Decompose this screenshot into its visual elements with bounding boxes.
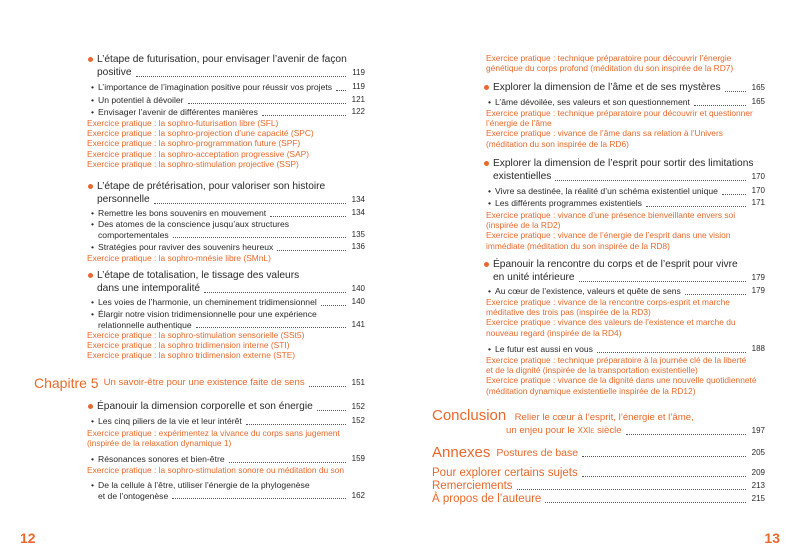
exercise-line[interactable]: Exercice pratique : la sophro-stimulation sonore ou méditation du son	[87, 465, 344, 475]
page-ref: 170	[751, 172, 765, 181]
dot-leader	[722, 194, 746, 195]
page-ref: 141	[351, 319, 365, 329]
page-ref: 121	[351, 95, 365, 104]
toc-item[interactable]: • Un potentiel à dévoiler 121	[91, 95, 365, 105]
exercise-line[interactable]: (inspirée de la RD2)	[486, 220, 561, 231]
exercise-line[interactable]: Exercice pratique : la sophro tridimension externe (STE)	[87, 350, 296, 361]
exercise-line[interactable]: Exercice pratique : la sophro-futurisation libre (SFL)	[87, 118, 279, 128]
dot-leader	[188, 103, 346, 104]
exercise-line[interactable]: Exercice pratique : vivance de l’énergie de l’esprit dans une vision	[486, 230, 731, 241]
exercise-line[interactable]: (méditation du son inspirée de la RD6)	[486, 138, 629, 149]
page-ref: 152	[351, 402, 365, 411]
page-ref: 179	[751, 273, 765, 282]
toc-item[interactable]: • Le futur est aussi en vous 188	[488, 344, 765, 354]
dot-leader	[172, 498, 345, 499]
exercise-list	[486, 355, 757, 396]
page-ref: 134	[351, 195, 365, 204]
toc-item[interactable]: • Envisager l’avenir de différentes manières 122	[91, 107, 365, 117]
dot-leader	[582, 456, 746, 457]
page-ref: 136	[351, 242, 365, 251]
dot-leader	[626, 434, 746, 435]
extra-title: À propos de l’auteure	[432, 493, 542, 505]
item-text: Remettre les bons souvenirs en mouvement	[98, 208, 267, 218]
exercise-line[interactable]: et de la dignité (inspirée de la transportation existentielle)	[486, 365, 698, 376]
dot-leader	[517, 489, 746, 490]
exercise-line[interactable]: Exercice pratique : vivance de la dignité dans une nouvelle quotidienneté	[486, 375, 757, 386]
section-title-line2: en unité intérieure	[493, 272, 575, 283]
toc-item[interactable]: • L’âme dévoilée, ses valeurs et son questionnement 165	[488, 97, 765, 107]
page-ref: 162	[351, 490, 365, 500]
toc-section-ame[interactable]	[493, 81, 765, 94]
exercise-list	[486, 53, 733, 73]
item-text: Le futur est aussi en vous	[495, 344, 593, 354]
page-ref: 209	[751, 468, 765, 477]
page-ref: 165	[751, 97, 765, 106]
dot-leader	[694, 105, 746, 106]
exercise-line[interactable]: Exercice pratique : technique préparatoire pour découvrir et questionner	[486, 108, 753, 118]
page-ref: 119	[352, 82, 365, 91]
exercise-list	[87, 330, 304, 361]
dot-leader	[597, 352, 746, 353]
exercise-line[interactable]: Exercice pratique : vivance de l’âme dans sa relation à l’Univers	[486, 128, 723, 139]
dot-leader	[277, 250, 345, 251]
page-ref: 188	[751, 344, 765, 353]
exercise-line[interactable]: (inspirée de la relaxation dynamique 1)	[87, 438, 232, 449]
section-title-line2: existentielles	[493, 171, 552, 182]
exercise-line[interactable]: Exercice pratique : technique préparatoire pour découvrir l’énergie	[486, 53, 732, 63]
item-text: Envisager l’avenir de différentes manières	[98, 107, 258, 117]
exercise-line[interactable]: Exercice pratique : la sophro-stimulation sensorielle (SSt5)	[87, 330, 305, 340]
exercise-line[interactable]: Exercice pratique : vivance des valeurs de l’existence et marche du	[486, 317, 736, 328]
page-ref: 122	[351, 107, 365, 116]
page-ref: 215	[751, 494, 765, 503]
toc-extra[interactable]	[432, 468, 765, 479]
item-text: Les voies de l’harmonie, un cheminement tridimensionnel	[98, 297, 317, 307]
exercise-line[interactable]: Exercice pratique : la sophro-programmation future (SPF)	[87, 138, 301, 149]
page-ref: 135	[351, 229, 365, 239]
page-number: 13	[764, 530, 780, 546]
toc-item[interactable]: • Des atomes de la conscience jusqu’aux structures comportementales 135	[91, 219, 365, 240]
exercise-line[interactable]: Exercice pratique : expérimentez la vivance du corps sans jugement	[87, 428, 340, 438]
page-ref: 134	[351, 208, 365, 217]
toc-section-preterisation[interactable]	[97, 180, 365, 206]
dot-leader	[545, 502, 745, 503]
extra-title: Remerciements	[432, 480, 513, 492]
dot-leader	[136, 76, 347, 77]
bullet-icon	[88, 57, 93, 62]
toc-section-esprit[interactable]	[493, 157, 765, 183]
exercise-list	[486, 297, 736, 338]
conclusion-title-line2: un enjeu pour le XXIe siècle	[506, 425, 622, 436]
section-title-line2: personnelle	[97, 194, 150, 205]
toc-section-futurisation[interactable]	[97, 53, 365, 79]
toc-extra[interactable]	[432, 481, 765, 492]
exercise-list	[87, 253, 271, 263]
exercise-line[interactable]: Exercice pratique : technique préparatoire à la journée clé de la liberté	[486, 355, 747, 365]
exercise-list	[87, 465, 344, 475]
page-ref: 197	[751, 426, 765, 435]
dot-leader	[582, 476, 746, 477]
dot-leader	[646, 206, 746, 207]
extra-title: Pour explorer certains sujets	[432, 467, 578, 479]
bullet-icon	[484, 262, 489, 267]
bullet-icon	[88, 184, 93, 189]
section-title-line2: positive	[97, 67, 132, 78]
exercise-line[interactable]: génétique du corps profond (méditation du son inspirée de la RD7)	[486, 63, 734, 74]
exercise-list	[486, 210, 735, 251]
toc-item[interactable]: • Résonances sonores et bien-être 159	[91, 454, 365, 464]
page-ref: 170	[751, 186, 765, 195]
exercise-line[interactable]: nouveau regard (inspirée de la RD4)	[486, 327, 622, 338]
section-title-line2: dans une intemporalité	[97, 283, 201, 294]
page-number: 12	[20, 530, 36, 546]
annexes-label: Annexes	[432, 444, 491, 461]
item-text-line2: relationnelle authentique	[98, 319, 192, 330]
page-ref: 171	[751, 198, 765, 207]
exercise-list	[87, 428, 340, 448]
dot-leader	[685, 294, 746, 295]
toc-item[interactable]: • Les voies de l’harmonie, un cheminement tridimensionnel 140	[91, 297, 365, 307]
section-title: Explorer la dimension de l’âme et de ses mystères	[493, 82, 721, 93]
toc-section-corporelle[interactable]	[97, 400, 365, 413]
dot-leader	[204, 292, 346, 293]
toc-chapter-5[interactable]	[34, 375, 365, 391]
conclusion-title-line1: Relier le cœur à l’esprit, l’énergie et l’âme,	[514, 412, 694, 423]
section-title-line1: Épanouir la rencontre du corps et de l’esprit pour vivre	[493, 259, 738, 270]
item-text: L’importance de l’imagination positive pour réussir vos projets	[98, 82, 333, 92]
exercise-line[interactable]: Exercice pratique : la sophro-acceptation progressive (SAP)	[87, 148, 310, 159]
dot-leader	[196, 327, 346, 328]
exercise-line[interactable]: Exercice pratique : vivance de la rencontre corps-esprit et marche	[486, 297, 730, 307]
toc-item[interactable]: • Remettre les bons souvenirs en mouvement 134	[91, 208, 365, 218]
exercise-line[interactable]: l’énergie de l’âme	[486, 118, 552, 129]
chapter-label: Chapitre 5	[34, 375, 99, 391]
dot-leader	[154, 203, 346, 204]
page-ref: 213	[751, 481, 765, 490]
section-title-line1: L’étape de futurisation, pour envisager l’avenir de façon	[97, 54, 347, 65]
item-text: Vivre sa destinée, la réalité d’un schéma existentiel unique	[495, 186, 718, 196]
toc-section-unite[interactable]	[493, 258, 765, 284]
exercise-line[interactable]: immédiate (méditation du son inspirée de la RD8)	[486, 240, 670, 251]
section-title: Épanouir la dimension corporelle et son énergie	[97, 401, 313, 412]
dot-leader	[336, 90, 346, 91]
page-ref: 151	[351, 378, 365, 387]
toc-item[interactable]: • Vivre sa destinée, la réalité d’un schéma existentiel unique 170	[488, 186, 765, 196]
exercise-line[interactable]: Exercice pratique : la sophro-stimulation projective (SSP)	[87, 158, 299, 169]
dot-leader	[229, 462, 346, 463]
exercise-line[interactable]: Exercice pratique : la sophro-projection d’une capacité (SPC)	[87, 128, 314, 139]
exercise-line[interactable]: Exercice pratique : la sophro-mnésie libre (SMnL)	[87, 253, 271, 263]
toc-item[interactable]: • Les cinq piliers de la vie et leur intérêt 152	[91, 416, 365, 426]
exercise-list	[87, 118, 314, 169]
exercise-line[interactable]: (méditation dynamique existentielle inspirée de la RD12)	[486, 385, 696, 396]
dot-leader	[725, 91, 746, 92]
toc-annexes[interactable]	[432, 444, 765, 461]
toc-item[interactable]: • Les différents programmes existentiels 171	[488, 198, 765, 208]
item-text: Au cœur de l’existence, valeurs et quête de sens	[495, 286, 681, 296]
annexes-title: Postures de base	[496, 447, 579, 459]
page-ref: 179	[751, 286, 765, 295]
exercise-line[interactable]: Exercice pratique : vivance d’une présence bienveillante envers soi	[486, 210, 736, 220]
bullet-icon	[484, 85, 489, 90]
conclusion-label: Conclusion	[432, 407, 507, 424]
dot-leader	[555, 180, 745, 181]
exercise-list	[486, 108, 753, 149]
item-text-line1: Des atomes de la conscience jusqu’aux structures	[98, 219, 290, 229]
item-text: Les différents programmes existentiels	[495, 198, 642, 208]
dot-leader	[317, 410, 346, 411]
exercise-line[interactable]: Exercice pratique : la sophro tridimension interne (STI)	[87, 340, 290, 351]
dot-leader	[579, 281, 746, 282]
item-text-line1: De la cellule à l’être, utiliser l’énergie de la phylogenèse	[98, 480, 310, 490]
page-ref: 165	[751, 83, 765, 92]
item-text: Un potentiel à dévoiler	[98, 95, 184, 105]
dot-leader	[309, 386, 346, 387]
toc-item[interactable]: • L’importance de l’imagination positive pour réussir vos projets 119	[91, 82, 365, 92]
dot-leader	[270, 216, 346, 217]
page-ref: 119	[352, 68, 365, 77]
toc-item[interactable]: • De la cellule à l’être, utiliser l’énergie de la phylogenèse et de l’ontogenèse 162	[91, 480, 365, 501]
dot-leader	[321, 305, 346, 306]
page-ref: 205	[751, 448, 765, 457]
bullet-icon	[88, 404, 93, 409]
dot-leader	[246, 424, 346, 425]
item-text-line1: Élargir notre vision tridimensionnelle pour une expérience	[98, 309, 317, 319]
item-text: Les cinq piliers de la vie et leur intérêt	[98, 416, 242, 426]
section-title-line1: Explorer la dimension de l’esprit pour sortir des limitations	[493, 158, 754, 169]
right-page	[400, 0, 800, 560]
item-text-line2: comportementales	[98, 229, 169, 240]
chapter-title: Un savoir-être pour une existence faite de sens	[103, 377, 305, 388]
item-text-line2: et de l’ontogenèse	[98, 490, 169, 501]
page-ref: 159	[351, 454, 365, 463]
toc-item[interactable]: • Stratégies pour raviver des souvenirs heureux 136	[91, 242, 365, 252]
item-text: Résonances sonores et bien-être	[98, 454, 225, 464]
toc-section-totalisation[interactable]	[97, 269, 365, 295]
dot-leader	[262, 115, 346, 116]
exercise-line[interactable]: méditative des trois pas (inspirée de la RD3)	[486, 307, 651, 318]
item-text: L’âme dévoilée, ses valeurs et son questionnement	[495, 97, 690, 107]
toc-item[interactable]: • Au cœur de l’existence, valeurs et quête de sens 179	[488, 286, 765, 296]
bullet-icon	[484, 161, 489, 166]
toc-conclusion[interactable]	[432, 409, 765, 437]
page-ref: 140	[351, 297, 365, 306]
section-title-line1: L’étape de totalisation, le tissage des valeurs	[97, 270, 300, 281]
section-title-line1: L’étape de prétérisation, pour valoriser son histoire	[97, 181, 326, 192]
bullet-icon	[88, 273, 93, 278]
dot-leader	[173, 237, 346, 238]
toc-item[interactable]: • Élargir notre vision tridimensionnelle pour une expérience relationnelle authentique 141	[91, 309, 365, 330]
page-ref: 140	[351, 284, 365, 293]
item-text: Stratégies pour raviver des souvenirs heureux	[98, 242, 274, 252]
toc-extra[interactable]	[432, 494, 765, 505]
page-ref: 152	[351, 416, 365, 425]
